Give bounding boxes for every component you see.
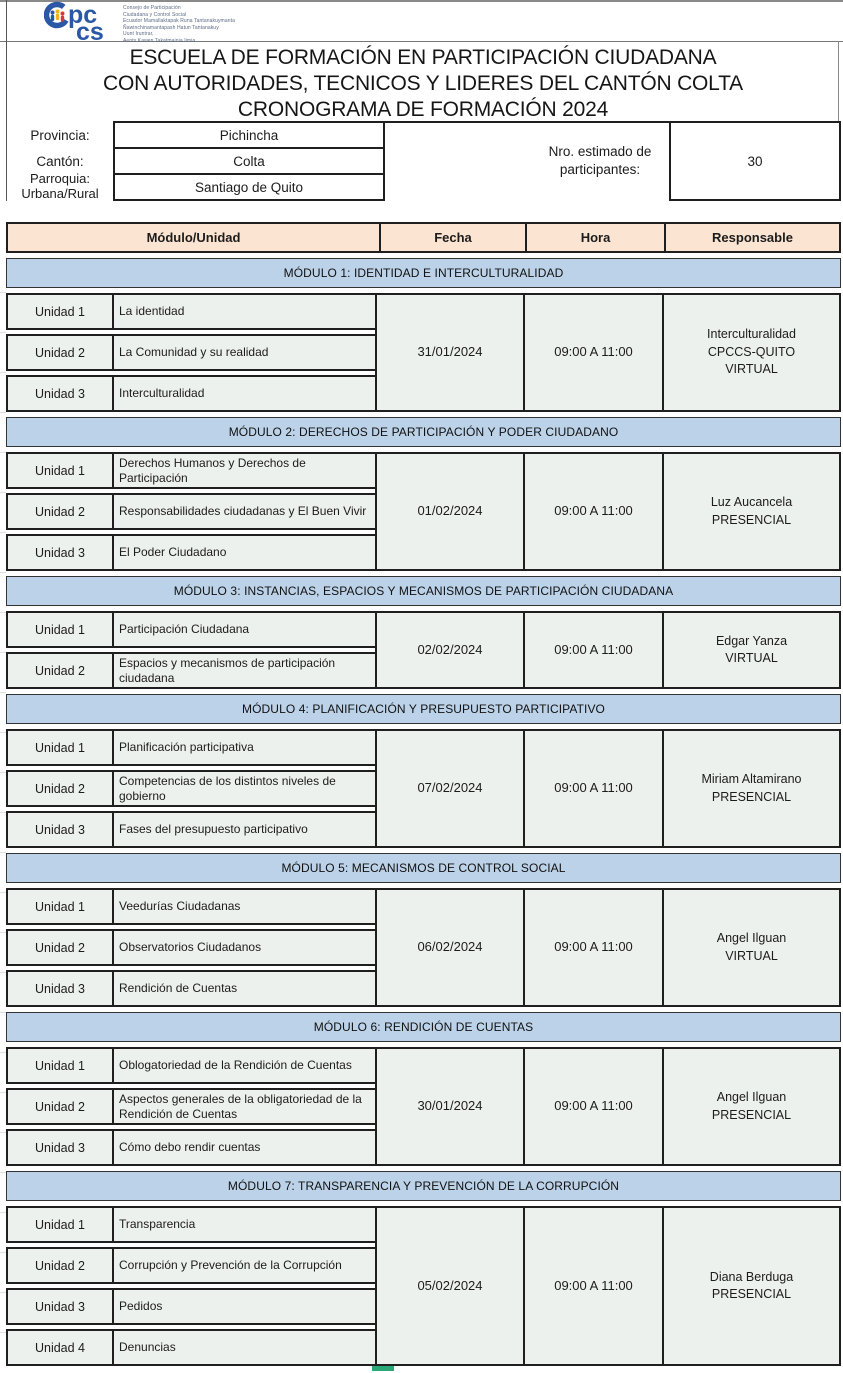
unit-label-cell: Unidad 2 — [8, 495, 114, 528]
unit-row — [6, 652, 377, 689]
units-column — [6, 729, 377, 848]
unit-topic-cell: Aspectos generales de la obligatoriedad de la Rendición de Cuentas — [119, 1092, 362, 1121]
org-line: Consejo de Participación — [123, 5, 181, 11]
module-time-cell: 09:00 A 11:00 — [523, 293, 664, 412]
unit-row — [6, 334, 377, 371]
unit-label-cell: Unidad 3 — [8, 1290, 114, 1323]
info-label-text: Urbana/Rural — [21, 186, 99, 201]
module-time-cell: 09:00 A 11:00 — [523, 1047, 664, 1166]
unit-label-cell: Unidad 1 — [8, 295, 114, 328]
unit-topic-cell: Planificación participativa — [119, 740, 254, 755]
title-line-1: ESCUELA DE FORMACIÓN EN PARTICIPACIÓN CIUDADANA — [129, 46, 717, 69]
unit-topic-cell: Veedurías Ciudadanas — [119, 899, 241, 914]
module-responsible-cell — [662, 1206, 841, 1366]
responsible-line: PRESENCIAL — [711, 1287, 792, 1301]
responsible-line: Luz Aucancela — [710, 495, 793, 509]
module-header: MÓDULO 2: DERECHOS DE PARTICIPACIÓN Y PODER CIUDADANO — [6, 417, 841, 447]
unit-row — [6, 375, 377, 412]
info-value-parroquia: Santiago de Quito — [115, 173, 383, 199]
module-header: MÓDULO 3: INSTANCIAS, ESPACIOS Y MECANISMOS DE PARTICIPACIÓN CIUDADANA — [6, 576, 841, 606]
title-line-3: CRONOGRAMA DE FORMACIÓN 2024 — [237, 98, 609, 121]
unit-row — [6, 811, 377, 848]
module-unit-block — [6, 1206, 841, 1366]
module-header: MÓDULO 1: IDENTIDAD E INTERCULTURALIDAD — [6, 258, 841, 288]
org-line: Aents Kawen Takatmainia Iimia — [123, 37, 196, 44]
unit-row — [6, 729, 377, 766]
unit-row — [6, 293, 377, 330]
unit-row — [6, 970, 377, 1007]
units-column — [6, 611, 377, 689]
module-date-cell: 31/01/2024 — [375, 293, 525, 412]
unit-label-cell: Unidad 2 — [8, 1090, 114, 1123]
module-unit-block — [6, 729, 841, 848]
module-date-cell: 05/02/2024 — [375, 1206, 525, 1366]
module-responsible-cell — [662, 293, 841, 412]
unit-label-cell: Unidad 3 — [8, 1131, 114, 1164]
module-unit-block — [6, 611, 841, 689]
unit-row — [6, 770, 377, 807]
unit-row — [6, 888, 377, 925]
unit-topic-cell: Denuncias — [119, 1340, 176, 1355]
units-column — [6, 293, 377, 412]
unit-topic-cell: La Comunidad y su realidad — [119, 345, 269, 360]
module-date-cell: 01/02/2024 — [375, 452, 525, 571]
unit-label-cell: Unidad 2 — [8, 1249, 114, 1282]
unit-topic-cell: Participación Ciudadana — [119, 622, 250, 637]
module-time-cell: 09:00 A 11:00 — [523, 611, 664, 689]
module-unit-block — [6, 1047, 841, 1166]
logo-acronym-bottom: cs — [76, 18, 104, 41]
responsible-line: Diana Berduga — [709, 1269, 794, 1284]
fill-handle-marker — [372, 1366, 394, 1371]
info-value-provincia: Pichincha — [219, 127, 279, 143]
header-cell-module: Módulo/Unidad — [146, 230, 241, 245]
info-value-canton: Colta — [115, 147, 383, 173]
module-date-cell: 07/02/2024 — [375, 729, 525, 848]
unit-label-cell: Unidad 2 — [8, 931, 114, 964]
unit-row — [6, 1288, 377, 1325]
modules-host — [6, 258, 841, 1366]
unit-label-cell: Unidad 1 — [8, 731, 114, 764]
unit-topic-cell: Corrupción y Prevención de la Corrupción — [119, 1258, 342, 1273]
unit-topic-cell: Oblogatoriedad de la Rendición de Cuentas — [119, 1058, 352, 1073]
module-responsible-cell — [662, 888, 841, 1007]
module-unit-block — [6, 452, 841, 571]
schedule-table — [6, 222, 841, 1366]
units-column — [6, 888, 377, 1007]
participants-label: Nro. estimado de participantes: — [548, 143, 652, 177]
unit-row — [6, 1206, 377, 1243]
responsible-line: VIRTUAL — [725, 362, 778, 377]
module-responsible-cell — [662, 452, 841, 571]
header-cell-date: Fecha — [379, 224, 525, 251]
unit-topic-cell: Competencias de los distintos niveles de gobierno — [119, 774, 336, 803]
module-date-cell: 30/01/2024 — [375, 1047, 525, 1166]
responsible-line: VIRTUAL — [725, 651, 778, 665]
responsible-line: VIRTUAL — [725, 948, 778, 963]
units-column — [6, 1206, 377, 1366]
unit-topic-cell: La identidad — [119, 304, 185, 319]
unit-label-cell: Unidad 3 — [8, 972, 114, 1005]
module-responsible-cell — [662, 611, 841, 689]
unit-row — [6, 452, 377, 489]
unit-row — [6, 1329, 377, 1366]
unit-label-cell: Unidad 2 — [8, 772, 114, 805]
logo-org-text — [123, 1, 235, 44]
unit-row — [6, 534, 377, 571]
unit-row — [6, 1247, 377, 1284]
responsible-line: Angel Ilguan — [716, 1090, 787, 1104]
header-cell-responsible: Responsable — [664, 224, 839, 251]
responsible-line: Angel Ilguan — [716, 931, 787, 945]
header-cell-time: Hora — [525, 224, 664, 251]
module-unit-block — [6, 888, 841, 1007]
responsible-line: CPCCS-QUITO — [707, 344, 796, 359]
unit-topic-cell: Pedidos — [119, 1299, 163, 1314]
responsible-line: PRESENCIAL — [711, 1107, 792, 1122]
unit-row — [6, 929, 377, 966]
cpccs-logo-icon — [44, 1, 118, 41]
info-label-text: Parroquia: — [30, 171, 90, 187]
unit-label-cell: Unidad 1 — [8, 613, 114, 646]
unit-row — [6, 1129, 377, 1166]
responsible-line: Edgar Yanza — [715, 633, 788, 648]
responsible-line: PRESENCIAL — [711, 512, 792, 527]
module-time-cell: 09:00 A 11:00 — [523, 452, 664, 571]
info-label-text: Provincia: — [30, 128, 90, 144]
unit-topic-cell: Observatorios Ciudadanos — [119, 940, 262, 955]
unit-label-cell: Unidad 1 — [8, 1049, 114, 1082]
unit-topic-cell: Fases del presupuesto participativo — [119, 822, 308, 837]
responsible-line: Interculturalidad — [707, 327, 796, 342]
unit-row — [6, 1047, 377, 1084]
title-right-border — [838, 41, 839, 122]
unit-label-cell: Unidad 3 — [8, 377, 114, 410]
module-header: MÓDULO 7: TRANSPARENCIA Y PREVENCIÓN DE LA CORRUPCIÓN — [6, 1171, 841, 1201]
responsible-line: PRESENCIAL — [711, 789, 792, 804]
module-header: MÓDULO 5: MECANISMOS DE CONTROL SOCIAL — [6, 853, 841, 883]
module-responsible-cell — [662, 1047, 841, 1166]
module-date-cell: 02/02/2024 — [375, 611, 525, 689]
unit-label-cell: Unidad 3 — [8, 536, 114, 569]
unit-topic-cell: Rendición de Cuentas — [119, 981, 238, 996]
module-time-cell: 09:00 A 11:00 — [523, 888, 664, 1007]
unit-label-cell: Unidad 3 — [8, 813, 114, 846]
unit-topic-cell: Espacios y mecanismos de participación ciudadana — [119, 656, 336, 685]
info-label-provincia — [7, 123, 113, 149]
unit-label-cell: Unidad 4 — [8, 1331, 114, 1364]
participants-value: 30 — [747, 153, 763, 169]
module-time-cell: 09:00 A 11:00 — [523, 1206, 664, 1366]
table-header-row — [6, 222, 841, 253]
unit-label-cell: Unidad 1 — [8, 890, 114, 923]
unit-topic-cell: Responsabilidades ciudadanas y El Buen Vivir — [119, 504, 367, 519]
unit-row — [6, 611, 377, 648]
module-header: MÓDULO 6: RENDICIÓN DE CUENTAS — [6, 1012, 841, 1042]
participants-value-box — [669, 121, 841, 201]
org-line: Ecuador Mamallaktapak Runa Tantanakuymanta — [123, 18, 235, 24]
info-label-parroquia — [7, 173, 113, 201]
units-column — [6, 1047, 377, 1166]
unit-topic-cell: Cómo debo rendir cuentas — [119, 1140, 261, 1155]
unit-topic-cell: Transparencia — [119, 1217, 196, 1232]
info-label-text: Cantón: — [36, 154, 84, 170]
module-time-cell: 09:00 A 11:00 — [523, 729, 664, 848]
module-date-cell: 06/02/2024 — [375, 888, 525, 1007]
title-line-2: CON AUTORIDADES, TECNICOS Y LIDERES DEL CANTÓN COLTA — [103, 72, 743, 95]
org-line: Uunt Iruntrar, — [123, 31, 154, 37]
org-line: Ñawinchinamantapash Hatun Tantanakuy — [123, 24, 219, 31]
unit-row — [6, 1088, 377, 1125]
unit-topic-cell: Derechos Humanos y Derechos de Participación — [119, 456, 306, 485]
module-header: MÓDULO 4: PLANIFICACIÓN Y PRESUPUESTO PARTICIPATIVO — [6, 694, 841, 724]
units-column — [6, 452, 377, 571]
unit-row — [6, 493, 377, 530]
unit-topic-cell: Interculturalidad — [119, 386, 205, 401]
unit-topic-cell: El Poder Ciudadano — [119, 545, 227, 560]
module-responsible-cell — [662, 729, 841, 848]
unit-label-cell: Unidad 1 — [8, 454, 114, 487]
cpccs-logo — [44, 1, 235, 44]
module-unit-block — [6, 293, 841, 412]
info-value-box — [113, 121, 385, 201]
responsible-line: Miriam Altamirano — [701, 772, 802, 786]
document-title — [8, 45, 838, 123]
unit-label-cell: Unidad 2 — [8, 654, 114, 687]
unit-label-cell: Unidad 2 — [8, 336, 114, 369]
logo-acronym-top: pc — [68, 1, 98, 29]
org-line: Ciudadana y Control Social — [123, 11, 187, 18]
unit-label-cell: Unidad 1 — [8, 1208, 114, 1241]
